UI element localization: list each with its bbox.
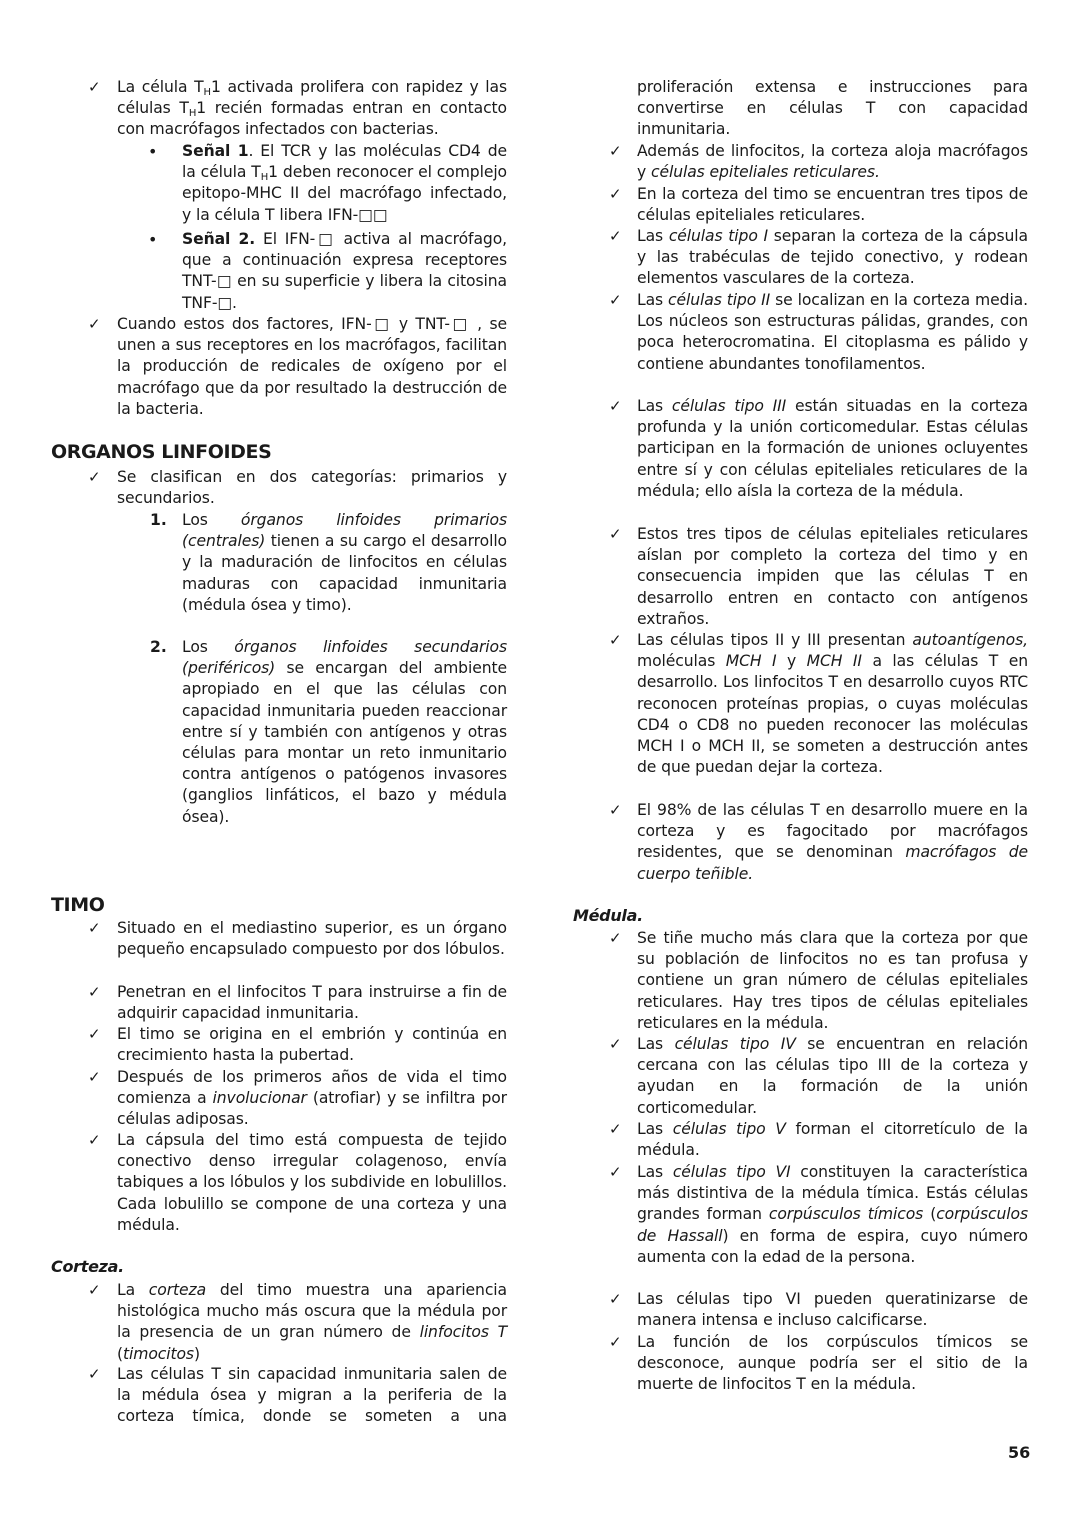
term: células tipo IV: [674, 1035, 796, 1053]
text: Las: [637, 1120, 673, 1138]
list-item-secondary-organs: [182, 637, 507, 828]
term: células tipo II: [668, 291, 771, 309]
text: ): [193, 1344, 200, 1363]
medula-bullet-1: Se tiñe mucho más clara que la corteza por que su población de linfocitos no es tan profusa y contiene un gran número de células epiteliales reticulares. Hay tres tipos de células epiteliales reticulares en la médula.: [637, 929, 1028, 1032]
list-number: 2.: [150, 638, 167, 656]
text: ) en forma de espira, cuyo número aumenta con la edad de la persona.: [637, 1226, 1029, 1266]
timo-bullet-5: La cápsula del timo está compuesta de tejido conectivo denso irregular colagenoso, envía tabiques a los lóbulos y los subdivide en lobulillos. Cada lobulillo se compone de una corteza y una médula.: [117, 1131, 507, 1234]
medula-bullet-tipo-V: [637, 1119, 1028, 1161]
check-icon: ✓: [88, 1365, 101, 1383]
check-icon: ✓: [609, 631, 622, 649]
text: se localizan en la corteza media. Los núcleos son estructuras pálidas, grandes, con poca heterocromatina. El citoplasma es pálido y contiene abundantes tonofilamentos.: [637, 291, 1028, 373]
term: involucionar: [212, 1089, 307, 1108]
term: células tipo I: [668, 227, 769, 245]
page-number: 56: [1008, 1443, 1031, 1462]
bullet-factors: Cuando estos dos factores, IFN-□ y TNT-□ , se unen a sus receptores en los macrófagos, facilitan la producción de redicales de oxígeno por el macrófago que da por resultado la destrucción de la bacteria.: [117, 315, 507, 418]
term: timocitos: [122, 1344, 194, 1363]
timo-bullet-3: El timo se origina en el embrión y continúa en crecimiento hasta la pubertad.: [117, 1025, 507, 1065]
check-icon: ✓: [88, 1068, 101, 1086]
subsection-heading-medula: Médula.: [573, 906, 643, 925]
right-bullet-1: [637, 141, 1028, 183]
text: tienen a su cargo el desarrollo y la maduración de linfocitos en células maduras con capacidad inmunitaria (médula ósea y timo).: [182, 532, 507, 614]
bullet-classification: Se clasifican en dos categorías: primarios y secundarios.: [117, 468, 507, 508]
right-bullet-tipo-I: [637, 226, 1028, 290]
subscript: H: [203, 87, 211, 98]
term: macrófagos de cuerpo teñible.: [637, 843, 1028, 883]
medula-bullet-tipo-VI: [637, 1162, 1028, 1268]
subsection-heading-corteza: Corteza.: [51, 1257, 124, 1276]
text: El IFN-□ activa al macrófago, que a continuación expresa receptores TNT-□ en su superficie y libera la citosina TNF-□.: [182, 230, 507, 312]
check-icon: ✓: [88, 468, 101, 486]
term: corpúsculos tímicos: [768, 1205, 924, 1224]
bullet-icon: •: [148, 142, 158, 161]
right-bullet-isolation: Estos tres tipos de células epiteliales reticulares aíslan por completo la corteza del timo y en consecuencia impiden que las células T en desarrollo entren en contacto con antígenos extraños.: [637, 525, 1028, 628]
corteza-continuation: proliferación extensa e instrucciones para convertirse en células T con capacidad inmunitaria.: [637, 78, 1028, 139]
check-icon: ✓: [88, 1281, 101, 1299]
term: autoantígenos,: [912, 631, 1028, 649]
text: están situadas en la corteza profunda y la unión corticomedular. Estas células participan en la formación de uniones ocluyentes entre sí y con células epiteliales reticulares de la médula; ello aísla la corteza de la médula.: [637, 397, 1028, 500]
text: (atrofiar) y se infiltra por células adiposas.: [117, 1089, 507, 1129]
subscript: H: [188, 108, 197, 120]
text: se encargan del ambiente apropiado en el que las células con capacidad inmunitaria pueden reaccionar entre sí y también con antígenos y otras células para montar un reto inmunitario contra antígenos o patógenos invasores (ganglios linfáticos, el bazo y médula ósea).: [182, 659, 507, 826]
text: Las: [637, 291, 669, 309]
term: corteza: [148, 1281, 207, 1299]
term: células tipo V: [672, 1120, 786, 1138]
text: a las células T en desarrollo. Los linfocitos T en desarrollo cuyos RTC reconocen proteínas propias, o cuyas moléculas CD4 o CD8 no pueden reconocer las moléculas MCH I o MCH II, se someten a destrucción antes de que puedan dejar la corteza.: [637, 652, 1029, 777]
text: (: [923, 1205, 937, 1224]
signal-label: Señal 1: [182, 142, 249, 160]
check-icon: ✓: [88, 983, 101, 1001]
check-icon: ✓: [609, 1035, 622, 1053]
term: células tipo VI: [672, 1163, 791, 1181]
signal-1: [182, 141, 507, 226]
check-icon: ✓: [609, 525, 622, 543]
corteza-bullet-1: [117, 1280, 507, 1365]
check-icon: ✓: [609, 1333, 622, 1351]
subscript: H: [260, 172, 269, 184]
check-icon: ✓: [609, 1163, 622, 1181]
right-bullet-autoantigens: [637, 630, 1028, 778]
text: 1 recién formadas entran en contacto con macrófagos infectados con bacterias.: [117, 99, 507, 139]
text: forman el citorretículo de la médula.: [637, 1120, 1028, 1160]
text: El 98% de las células T en desarrollo muere en la corteza y es fagocitado por macrófagos residentes, que se denominan: [637, 801, 1028, 862]
check-icon: ✓: [609, 397, 622, 415]
text: Las: [637, 1163, 673, 1181]
text: 1 activada prolifera con rapidez y las células T: [117, 78, 507, 118]
check-icon: ✓: [609, 142, 622, 160]
text: se encuentran en relación cercana con las células tipo III de la corteza y ayudan en la formación de la unión corticomedular.: [637, 1035, 1028, 1117]
text: Después de los primeros años de vida el timo comienza a: [117, 1068, 507, 1108]
text: La: [117, 1281, 149, 1299]
bullet-th1-activation: [117, 77, 507, 141]
timo-bullet-1: Situado en el mediastino superior, es un órgano pequeño encapsulado compuesto por dos lóbulos.: [117, 919, 507, 959]
text: Los: [182, 511, 241, 529]
text: y: [776, 652, 807, 671]
right-bullet-tipo-III: [637, 396, 1028, 502]
medula-bullet-function: La función de los corpúsculos tímicos se desconoce, aunque podría ser el sitio de la muerte de linfocitos T en la médula.: [637, 1333, 1028, 1394]
bullet-icon: •: [148, 230, 158, 249]
term: MCH I: [725, 652, 777, 671]
term: MCH II: [806, 652, 862, 671]
signal-label: Señal 2.: [182, 230, 256, 248]
check-icon: ✓: [609, 929, 622, 947]
check-icon: ✓: [609, 801, 622, 819]
term: linfocitos T: [419, 1323, 508, 1342]
text: Las: [637, 1035, 675, 1053]
text: . El TCR y las moléculas CD4 de la célula T: [182, 142, 507, 182]
check-icon: ✓: [88, 919, 101, 937]
section-heading-organos: ORGANOS LINFOIDES: [51, 441, 272, 463]
text: Los: [182, 638, 235, 656]
corteza-bullet-2: Las células T sin capacidad inmunitaria salen de la médula ósea y migran a la periferia de la corteza tímica, donde se someten a una: [117, 1365, 507, 1426]
check-icon: ✓: [609, 227, 622, 245]
text: La célula T: [117, 78, 204, 96]
list-item-primary-organs: [182, 510, 507, 616]
signal-2: [182, 229, 507, 314]
text: 1 deben reconocer el complejo epitopo-MHC II del macrófago infectado, y la célula T libera IFN-□□: [182, 163, 507, 224]
text: del timo muestra una apariencia histológica mucho más oscura que la médula por la presencia de un gran número de: [117, 1281, 507, 1342]
text: Además de linfocitos, la corteza aloja macrófagos y: [637, 142, 1028, 182]
right-bullet-2: En la corteza del timo se encuentran tres tipos de células epiteliales reticulares.: [637, 185, 1028, 225]
term: células epiteliales reticulares.: [651, 163, 880, 182]
right-bullet-98-percent: [637, 800, 1028, 885]
timo-bullet-2: Penetran en el linfocitos T para instruirse a fin de adquirir capacidad inmunitaria.: [117, 983, 507, 1023]
term: órganos linfoides secundarios (periféricos): [182, 638, 507, 678]
term: corpúsculos de Hassall: [637, 1205, 1028, 1245]
check-icon: ✓: [609, 1290, 622, 1308]
section-heading-timo: TIMO: [51, 894, 105, 916]
list-number: 1.: [150, 511, 167, 529]
check-icon: ✓: [609, 185, 622, 203]
text: separan la corteza de la cápsula y las trabéculas de tejido conectivo, y rodean elementos vasculares de la corteza.: [637, 227, 1028, 288]
check-icon: ✓: [609, 291, 622, 309]
term: órganos linfoides primarios (centrales): [182, 511, 507, 551]
timo-bullet-4: [117, 1067, 507, 1131]
medula-bullet-keratinize: Las células tipo VI pueden queratinizarse de manera intensa e incluso calcificarse.: [637, 1290, 1028, 1330]
text: constituyen la característica más distintiva de la médula tímica. Estás células grandes forman: [637, 1163, 1028, 1224]
check-icon: ✓: [88, 1025, 101, 1043]
check-icon: ✓: [88, 1131, 101, 1149]
term: células tipo III: [671, 397, 787, 415]
text: Las: [637, 397, 672, 415]
check-icon: ✓: [88, 315, 101, 333]
check-icon: ✓: [609, 1120, 622, 1138]
right-bullet-tipo-II: [637, 290, 1028, 375]
medula-bullet-tipo-IV: [637, 1034, 1028, 1119]
text: (: [117, 1344, 123, 1363]
text: Las: [637, 227, 669, 245]
check-icon: ✓: [88, 78, 101, 96]
text: Las células tipos II y III presentan: [637, 631, 913, 649]
text: moléculas: [637, 652, 726, 671]
